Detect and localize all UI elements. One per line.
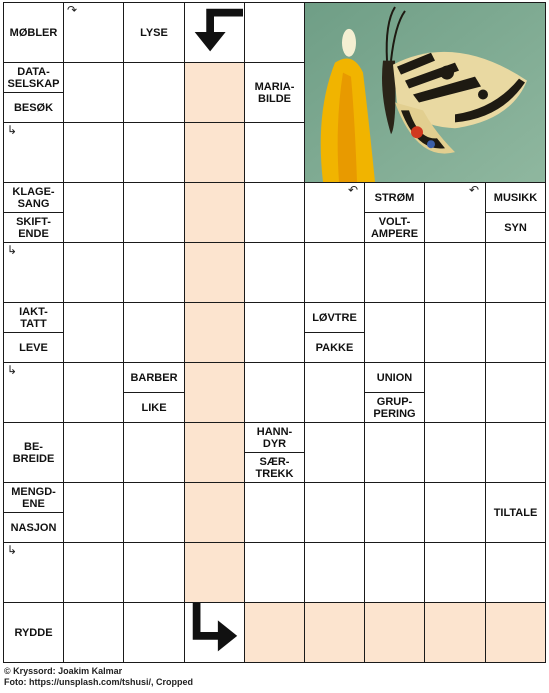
answer-cell[interactable] (364, 422, 425, 483)
answer-cell[interactable] (304, 482, 365, 543)
answer-cell[interactable] (184, 362, 245, 423)
answer-cell[interactable] (304, 602, 365, 663)
answer-cell[interactable] (63, 542, 124, 603)
answer-cell[interactable] (63, 182, 124, 243)
clue-direction-arrow-icon: ↳ (7, 243, 18, 257)
answer-cell[interactable] (184, 62, 245, 123)
answer-cell[interactable] (244, 542, 305, 603)
clue-mariabilde: MARIA- BILDE (244, 62, 305, 123)
clue-mobler: MØBLER (3, 2, 64, 63)
answer-cell[interactable] (244, 242, 305, 303)
credit-puzzle: © Kryssord: Joakim Kalmar (4, 666, 123, 676)
answer-cell[interactable] (63, 602, 124, 663)
answer-cell[interactable] (244, 2, 305, 63)
clue-union: UNION (364, 362, 425, 393)
answer-cell[interactable] (304, 542, 365, 603)
arrow-cell (184, 602, 245, 663)
answer-cell[interactable] (485, 302, 546, 363)
answer-cell[interactable] (123, 182, 185, 243)
answer-cell[interactable] (304, 242, 365, 303)
answer-cell[interactable] (364, 542, 425, 603)
answer-cell[interactable] (424, 482, 486, 543)
answer-cell[interactable] (123, 302, 185, 363)
answer-cell[interactable] (63, 122, 124, 183)
clue-direction-arrow-icon: ↶ (348, 183, 359, 197)
clue-saertrekk: SÆR- TREKK (244, 452, 305, 483)
answer-cell[interactable] (123, 482, 185, 543)
answer-cell[interactable] (63, 482, 124, 543)
clue-dataselskap: DATA- SELSKAP (3, 62, 64, 93)
clue-direction-arrow-icon: ↳ (7, 123, 18, 137)
clue-lyse: LYSE (123, 2, 185, 63)
answer-cell[interactable] (485, 602, 546, 663)
answer-cell[interactable] (244, 482, 305, 543)
clue-syn: SYN (485, 212, 546, 243)
clue-lovtre: LØVTRE (304, 302, 365, 333)
answer-cell[interactable] (184, 422, 245, 483)
answer-cell[interactable] (123, 122, 185, 183)
arrow-cell (184, 2, 245, 63)
answer-cell[interactable] (184, 302, 245, 363)
answer-cell[interactable] (244, 602, 305, 663)
clue-klagesang: KLAGE- SANG (3, 182, 64, 213)
answer-cell[interactable] (123, 542, 185, 603)
clue-skiftende: SKIFT- ENDE (3, 212, 64, 243)
clue-leve: LEVE (3, 332, 64, 363)
answer-cell[interactable] (424, 602, 486, 663)
answer-cell[interactable] (485, 422, 546, 483)
clue-tiltale: TILTALE (485, 482, 546, 543)
clue-direction-arrow-icon: ↷ (67, 3, 78, 17)
clue-direction-arrow-icon: ↳ (7, 543, 18, 557)
answer-cell[interactable] (123, 602, 185, 663)
clue-gruppering: GRUP- PERING (364, 392, 425, 423)
answer-cell[interactable] (63, 302, 124, 363)
butterfly-illustration (305, 3, 545, 182)
clue-bebreide: BE- BREIDE (3, 422, 64, 483)
clue-direction-arrow-icon: ↶ (469, 183, 480, 197)
answer-cell[interactable] (123, 422, 185, 483)
clue-iakttatt: IAKT- TATT (3, 302, 64, 333)
clue-mengdene: MENGD- ENE (3, 482, 64, 513)
clue-barber: BARBER (123, 362, 185, 393)
answer-cell[interactable] (123, 62, 185, 123)
clue-voltampere: VOLT- AMPERE (364, 212, 425, 243)
answer-cell[interactable] (63, 362, 124, 423)
answer-cell[interactable] (364, 482, 425, 543)
credit-photo: Foto: https://unsplash.com/tshusi/, Cropped (4, 677, 193, 687)
answer-cell[interactable] (123, 242, 185, 303)
answer-cell[interactable] (184, 542, 245, 603)
answer-cell[interactable] (485, 362, 546, 423)
answer-cell[interactable] (304, 362, 365, 423)
clue-like: LIKE (123, 392, 185, 423)
answer-cell[interactable] (424, 302, 486, 363)
answer-cell[interactable] (364, 242, 425, 303)
answer-cell[interactable] (424, 242, 486, 303)
clue-pakke: PAKKE (304, 332, 365, 363)
answer-cell[interactable] (184, 482, 245, 543)
answer-cell[interactable] (184, 242, 245, 303)
answer-cell[interactable] (184, 182, 245, 243)
answer-cell[interactable] (364, 302, 425, 363)
answer-cell[interactable] (244, 362, 305, 423)
answer-cell[interactable] (424, 422, 486, 483)
answer-cell[interactable] (244, 302, 305, 363)
answer-cell[interactable] (63, 242, 124, 303)
clue-besok: BESØK (3, 92, 64, 123)
down-right-arrow-icon (185, 603, 243, 661)
butterfly-photo (304, 2, 546, 183)
answer-cell[interactable] (184, 122, 245, 183)
answer-cell[interactable] (485, 242, 546, 303)
answer-cell[interactable] (485, 542, 546, 603)
clue-musikk: MUSIKK (485, 182, 546, 213)
answer-cell[interactable] (244, 122, 305, 183)
clue-hanndyr: HANN- DYR (244, 422, 305, 453)
answer-cell[interactable] (63, 422, 124, 483)
answer-cell[interactable] (424, 362, 486, 423)
answer-cell[interactable] (244, 182, 305, 243)
answer-cell[interactable] (63, 62, 124, 123)
clue-rydde: RYDDE (3, 602, 64, 663)
down-left-arrow-icon (185, 3, 243, 61)
clue-strom: STRØM (364, 182, 425, 213)
credits (4, 666, 193, 688)
answer-cell[interactable] (304, 422, 365, 483)
clue-nasjon: NASJON (3, 512, 64, 543)
crossword-grid (3, 2, 545, 663)
answer-cell[interactable] (364, 602, 425, 663)
answer-cell[interactable] (424, 542, 486, 603)
clue-direction-arrow-icon: ↳ (7, 363, 18, 377)
